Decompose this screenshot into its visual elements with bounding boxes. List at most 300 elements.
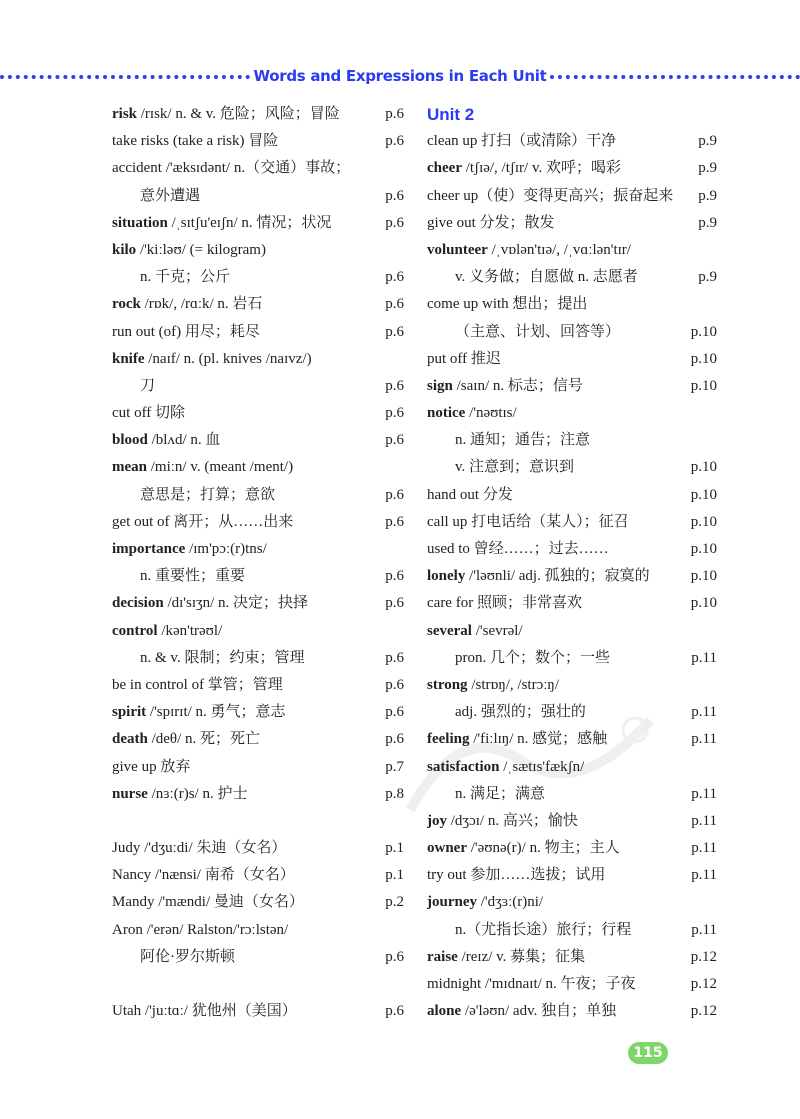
entry-text <box>427 835 687 862</box>
entry-text <box>427 319 687 346</box>
definition: 意思是；打算；意欲 <box>140 486 276 503</box>
glossary-line <box>112 536 404 563</box>
headword: strong <box>427 676 468 693</box>
page-reference: p.11 <box>691 649 717 666</box>
entry-text <box>427 672 687 699</box>
headword: importance <box>112 541 186 557</box>
entry-text <box>112 346 374 373</box>
entry-text <box>112 427 374 454</box>
glossary-line <box>112 346 404 373</box>
glossary-line <box>427 835 717 862</box>
page-reference: p.11 <box>691 731 717 748</box>
entry-text <box>427 373 687 400</box>
definition: /naɪf/ n. (pl. knives /naɪvz/) <box>144 350 312 367</box>
entry-text <box>112 155 374 182</box>
page-reference: p.11 <box>691 704 717 721</box>
entry-text <box>112 454 374 481</box>
definition: run out (of) 用尽；耗尽 <box>112 323 260 340</box>
page-reference: p.10 <box>690 541 717 557</box>
definition: put off 推迟 <box>427 350 501 367</box>
page-reference: p.11 <box>691 840 717 857</box>
glossary-line <box>427 155 717 182</box>
entry-text <box>112 128 374 155</box>
headword: mean <box>112 459 147 476</box>
entry-text <box>112 726 374 753</box>
page-reference: p.12 <box>690 948 717 965</box>
page-reference: p.6 <box>385 377 404 394</box>
page-reference <box>687 889 717 916</box>
glossary-line <box>427 862 717 889</box>
entry-text <box>112 563 374 590</box>
entry-text <box>112 590 374 617</box>
definition: /nɜː(r)s/ n. 护士 <box>147 785 248 802</box>
headword: satisfaction <box>427 758 500 775</box>
page-reference: p.10 <box>690 377 717 394</box>
definition: /ˌvɒlən'tɪə/, /ˌvɑːlən'tɪr/ <box>487 241 631 258</box>
headword: owner <box>427 840 467 857</box>
headword: decision <box>112 595 164 612</box>
definition: clean up 打扫（或清除）干净 <box>427 133 617 150</box>
glossary-line <box>112 726 404 753</box>
entry-text <box>427 862 687 889</box>
glossary-line <box>112 183 404 210</box>
definition: be in control of 掌管；管理 <box>112 676 283 693</box>
entry-text <box>427 210 687 237</box>
definition: /ɪm'pɔː(r)tns/ <box>185 541 267 557</box>
glossary-line <box>427 971 717 998</box>
entry-text <box>112 536 374 563</box>
entry-text <box>112 889 374 916</box>
glossary-line <box>427 373 717 400</box>
headword: blood <box>112 432 148 449</box>
definition: /'əʊnə(r)/ n. 物主；主人 <box>467 840 620 857</box>
glossary-line <box>112 101 404 128</box>
headword: journey <box>427 894 477 911</box>
page-number: 115 <box>628 1042 668 1064</box>
glossary-line <box>112 400 404 427</box>
glossary-line <box>427 427 717 454</box>
entry-text <box>427 509 687 536</box>
page-reference: p.2 <box>385 894 404 911</box>
entry-text <box>112 400 374 427</box>
page-reference: p.6 <box>385 187 404 204</box>
entry-text <box>112 618 374 645</box>
definition: try out 参加……选拔；试用 <box>427 867 606 884</box>
headword: raise <box>427 948 458 965</box>
entry-text <box>112 101 374 128</box>
entry-text <box>112 699 374 726</box>
page-reference <box>374 808 404 835</box>
page-reference: p.9 <box>698 160 717 177</box>
page-reference: p.6 <box>385 269 404 286</box>
glossary-line <box>427 889 717 916</box>
entry-text <box>112 808 374 835</box>
entry-text <box>112 781 374 808</box>
definition: /'dʒɜː(r)ni/ <box>477 894 544 911</box>
glossary-line <box>112 618 404 645</box>
glossary-line <box>427 618 717 645</box>
entry-text <box>427 101 687 128</box>
page-reference: p.6 <box>385 1003 404 1020</box>
definition: /strɒŋ/, /strɔːŋ/ <box>467 676 559 693</box>
glossary-line <box>427 563 717 590</box>
definition: hand out 分发 <box>427 486 513 503</box>
glossary-line <box>112 917 404 944</box>
headword: risk <box>112 106 138 122</box>
page-reference: p.6 <box>385 133 404 150</box>
definition: /tʃɪə/, /tʃɪr/ v. 欢呼；喝彩 <box>461 160 621 177</box>
entry-text <box>427 917 687 944</box>
definition: Nancy /'nænsi/ 南希（女名） <box>112 867 295 884</box>
definition: midnight /'mɪdnaɪt/ n. 午夜；子夜 <box>427 976 636 992</box>
glossary-line <box>112 998 404 1025</box>
entry-text <box>112 264 374 291</box>
glossary-line <box>112 754 404 781</box>
glossary-line <box>427 672 717 699</box>
glossary-line <box>427 346 717 373</box>
glossary-line <box>427 509 717 536</box>
page-reference: p.10 <box>690 486 717 503</box>
page-reference <box>374 536 404 563</box>
page-reference <box>687 672 717 699</box>
glossary-line <box>427 781 717 808</box>
glossary-line <box>427 699 717 726</box>
definition: /dʒɔɪ/ n. 高兴；愉快 <box>447 812 578 829</box>
definition: Judy /'dʒuːdi/ 朱迪（女名） <box>112 840 287 857</box>
entry-text <box>427 155 687 182</box>
entry-text <box>427 699 687 726</box>
headword: spirit <box>112 704 147 721</box>
glossary-line <box>112 509 404 536</box>
entry-text <box>427 237 687 264</box>
entry-text <box>112 319 374 346</box>
definition: Mandy /'mændi/ 曼迪（女名） <box>112 894 304 911</box>
page-reference <box>374 917 404 944</box>
headword: feeling <box>427 731 470 748</box>
glossary-line <box>112 971 404 998</box>
glossary-line <box>112 454 404 481</box>
page-reference: p.11 <box>691 785 717 802</box>
entry-text <box>112 645 374 672</box>
definition: v. 注意到；意识到 <box>455 459 575 476</box>
entry-text <box>427 454 687 481</box>
entry-text <box>427 645 687 672</box>
definition: cheer up（使）变得更高兴；振奋起来 <box>427 187 674 204</box>
glossary-line <box>112 319 404 346</box>
page-reference <box>687 618 717 645</box>
glossary-line <box>427 754 717 781</box>
headword: several <box>427 622 472 639</box>
entry-text <box>427 346 687 373</box>
entry-text <box>112 373 374 400</box>
entry-text <box>112 210 374 237</box>
page-reference: p.12 <box>690 1003 717 1020</box>
entry-text <box>427 590 687 617</box>
glossary-line <box>112 482 404 509</box>
page-reference: p.6 <box>385 948 404 965</box>
page-reference <box>374 618 404 645</box>
page-reference <box>687 427 717 454</box>
glossary-line <box>112 645 404 672</box>
glossary-line <box>112 699 404 726</box>
definition: n. 重要性；重要 <box>140 568 246 585</box>
glossary-line <box>427 998 717 1025</box>
headword: volunteer <box>427 241 488 258</box>
definition: take risks (take a risk) 冒险 <box>112 133 279 150</box>
page-reference: p.6 <box>385 513 404 530</box>
headword: situation <box>112 214 168 231</box>
page-reference: p.9 <box>698 214 717 231</box>
glossary-line <box>112 128 404 155</box>
definition: /ˌsætɪs'fækʃn/ <box>499 758 585 775</box>
headword: knife <box>112 350 145 367</box>
page-reference: p.9 <box>698 269 717 286</box>
entry-text <box>427 998 687 1025</box>
page-reference: p.10 <box>690 323 717 340</box>
page-reference <box>374 155 404 182</box>
glossary-line <box>112 862 404 889</box>
definition: （主意、计划、回答等） <box>455 323 621 340</box>
glossary-line <box>112 563 404 590</box>
page-reference <box>687 237 717 264</box>
dotted-rule <box>550 75 800 79</box>
definition: pron. 几个；数个；一些 <box>455 649 610 666</box>
headword: nurse <box>112 785 148 802</box>
glossary-line <box>112 835 404 862</box>
page-reference: p.6 <box>385 704 404 721</box>
entry-text <box>112 482 374 509</box>
page-reference: p.6 <box>385 106 404 122</box>
unit-heading <box>427 101 717 128</box>
glossary-line <box>112 781 404 808</box>
glossary-line <box>427 482 717 509</box>
page-reference: p.6 <box>385 731 404 748</box>
entry-text <box>427 482 687 509</box>
entry-text <box>427 291 687 318</box>
headword: lonely <box>427 568 466 585</box>
page-reference: p.6 <box>385 486 404 503</box>
glossary-line <box>112 264 404 291</box>
page-reference: p.6 <box>385 676 404 693</box>
glossary-line <box>112 155 404 182</box>
definition: /rɒk/, /rɑːk/ n. 岩石 <box>140 296 263 313</box>
page-reference: p.10 <box>690 568 717 585</box>
dotted-rule <box>0 75 250 79</box>
glossary-line <box>427 454 717 481</box>
left-column <box>112 101 404 1025</box>
definition: 阿伦·罗尔斯顿 <box>140 948 235 965</box>
entry-text <box>427 944 687 971</box>
page-reference: p.8 <box>385 785 404 802</box>
page-reference: p.10 <box>690 513 717 530</box>
page-reference: p.11 <box>691 867 717 884</box>
glossary-line <box>112 808 404 835</box>
definition: /'fiːlɪŋ/ n. 感觉；感触 <box>469 731 608 748</box>
definition: /rɪsk/ n. & v. 危险；风险；冒险 <box>137 106 340 122</box>
definition: /blʌd/ n. 血 <box>147 432 221 449</box>
right-column <box>427 101 717 1025</box>
definition: /ə'ləʊn/ adv. 独自；单独 <box>461 1003 617 1020</box>
entry-text <box>427 400 687 427</box>
definition: Aron /'erən/ Ralston/'rɔːlstən/ <box>112 921 289 938</box>
entry-text <box>112 862 374 889</box>
definition: n. 满足；满意 <box>455 785 546 802</box>
definition: Utah /'juːtɑː/ 犹他州（美国） <box>112 1003 297 1020</box>
page-reference: p.6 <box>385 214 404 231</box>
entry-text <box>112 835 374 862</box>
glossary-line <box>112 291 404 318</box>
glossary-line <box>427 944 717 971</box>
definition: Unit 2 <box>427 105 475 124</box>
entry-text <box>112 754 374 781</box>
page-reference <box>687 291 717 318</box>
definition: give up 放弃 <box>112 758 191 775</box>
entry-text <box>427 264 687 291</box>
headword: joy <box>427 812 447 829</box>
page-reference: p.10 <box>690 459 717 476</box>
glossary-line <box>112 237 404 264</box>
page-reference: p.6 <box>385 595 404 612</box>
entry-text <box>427 889 687 916</box>
page-reference: p.1 <box>385 867 404 884</box>
headword: death <box>112 731 148 748</box>
definition: /ˌsɪtʃu'eɪʃn/ n. 情况；状况 <box>167 214 332 231</box>
glossary-line <box>427 264 717 291</box>
definition: /saɪn/ n. 标志；信号 <box>452 377 583 394</box>
entry-text <box>427 536 687 563</box>
definition: used to 曾经……；过去…… <box>427 541 609 557</box>
page-reference <box>374 346 404 373</box>
page-reference: p.6 <box>385 649 404 666</box>
glossary-line <box>427 183 717 210</box>
glossary-line <box>427 726 717 753</box>
page-reference: p.12 <box>690 976 717 992</box>
entry-text <box>112 998 374 1025</box>
definition: 刀 <box>140 377 156 394</box>
glossary-line <box>112 889 404 916</box>
definition: n.（尤指长途）旅行；行程 <box>455 921 632 938</box>
glossary-line <box>112 590 404 617</box>
glossary-line <box>112 672 404 699</box>
entry-text <box>427 563 687 590</box>
glossary-line <box>427 808 717 835</box>
entry-text <box>427 427 687 454</box>
entry-text <box>427 754 687 781</box>
page-reference <box>687 400 717 427</box>
definition: accident /'æksɪdənt/ n.（交通）事故； <box>112 160 351 177</box>
definition: /'spɪrɪt/ n. 勇气；意志 <box>146 704 286 721</box>
page-reference: p.1 <box>385 840 404 857</box>
entry-text <box>112 917 374 944</box>
page-reference: p.9 <box>698 133 717 150</box>
entry-text <box>427 781 687 808</box>
definition: /'nəʊtɪs/ <box>465 405 517 422</box>
glossary-line <box>112 944 404 971</box>
entry-text <box>427 183 687 210</box>
page-reference <box>374 971 404 998</box>
glossary-line <box>427 319 717 346</box>
page-reference: p.10 <box>690 350 717 367</box>
glossary-line <box>427 590 717 617</box>
entry-text <box>112 291 374 318</box>
definition: /'sevrəl/ <box>471 622 523 639</box>
definition: get out of 离开；从……出来 <box>112 513 294 530</box>
page-reference: p.9 <box>698 187 717 204</box>
definition: /'ləʊnli/ adj. 孤独的；寂寞的 <box>465 568 650 585</box>
page-reference: p.11 <box>691 921 717 938</box>
entry-text <box>112 672 374 699</box>
page-reference <box>374 237 404 264</box>
glossary-line <box>427 237 717 264</box>
page-reference: p.11 <box>691 812 717 829</box>
definition: v. 义务做；自愿做 n. 志愿者 <box>455 269 638 286</box>
glossary-line <box>427 917 717 944</box>
glossary-line <box>427 645 717 672</box>
entry-text <box>112 944 374 971</box>
definition: care for 照顾；非常喜欢 <box>427 595 582 612</box>
entry-text <box>427 808 687 835</box>
glossary-line <box>427 291 717 318</box>
headword: alone <box>427 1003 462 1020</box>
page-reference: p.6 <box>385 432 404 449</box>
definition: n. & v. 限制；约束；管理 <box>140 649 305 666</box>
entry-text <box>427 128 687 155</box>
glossary-line <box>112 210 404 237</box>
definition: call up 打电话给（某人）；征召 <box>427 513 629 530</box>
headword: rock <box>112 296 141 313</box>
entry-text <box>112 509 374 536</box>
section-title: Words and Expressions in Each Unit <box>253 67 547 85</box>
definition: /miːn/ v. (meant /ment/) <box>147 459 294 476</box>
page-reference <box>374 454 404 481</box>
page-reference: p.6 <box>385 405 404 422</box>
page-reference: p.6 <box>385 296 404 313</box>
definition: n. 通知；通告；注意 <box>455 432 591 449</box>
glossary-line <box>112 373 404 400</box>
entry-text <box>112 971 374 998</box>
definition: /kən'trəʊl/ <box>157 622 223 639</box>
page-reference <box>687 101 717 128</box>
definition: /deθ/ n. 死；死亡 <box>147 731 261 748</box>
glossary-line <box>427 128 717 155</box>
page-reference: p.6 <box>385 323 404 340</box>
section-header <box>0 64 800 88</box>
headword: sign <box>427 377 453 394</box>
glossary-line <box>427 210 717 237</box>
headword: notice <box>427 405 466 422</box>
definition: come up with 想出；提出 <box>427 296 588 313</box>
page-reference: p.10 <box>690 595 717 612</box>
page-reference: p.6 <box>385 568 404 585</box>
glossary-line <box>112 427 404 454</box>
definition: 意外遭遇 <box>140 187 201 204</box>
glossary-line <box>427 536 717 563</box>
definition: n. 千克；公斤 <box>140 269 231 286</box>
page-reference <box>687 754 717 781</box>
definition: /'kiːləʊ/ (= kilogram) <box>136 241 266 258</box>
headword: kilo <box>112 241 137 258</box>
definition: cut off 切除 <box>112 405 186 422</box>
glossary-line <box>427 400 717 427</box>
definition: /reɪz/ v. 募集；征集 <box>457 948 586 965</box>
entry-text <box>112 237 374 264</box>
definition: give out 分发；散发 <box>427 214 555 231</box>
headword: cheer <box>427 160 462 177</box>
definition: adj. 强烈的；强壮的 <box>455 704 586 721</box>
entry-text <box>427 726 687 753</box>
headword: control <box>112 622 158 639</box>
entry-text <box>427 971 687 998</box>
